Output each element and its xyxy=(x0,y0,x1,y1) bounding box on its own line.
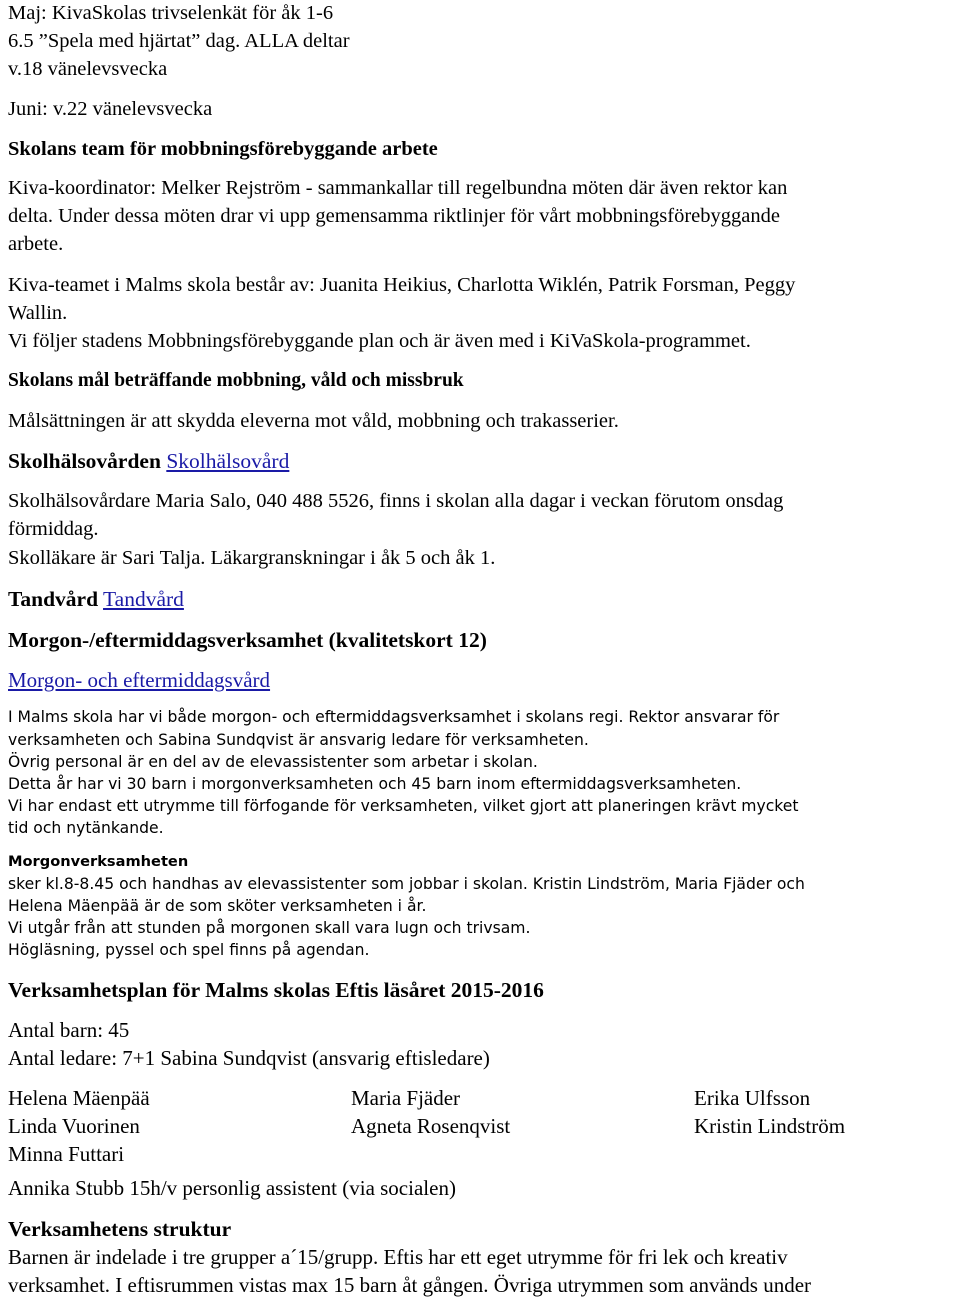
calendar-june: Juni: v.22 vänelevsvecka xyxy=(8,98,213,120)
afternoon-text-line: I Malms skola har vi både morgon- och eftermiddagsverksamhet i skolans regi. Rektor ansvarar för xyxy=(8,708,780,726)
team-paragraph-line: Kiva-koordinator: Melker Rejström - sammankallar till regelbundna möten där även rektor kan xyxy=(8,177,788,199)
staff-name: Erika Ulfsson xyxy=(694,1086,811,1110)
staff-table xyxy=(0,1085,960,1175)
staff-row xyxy=(0,1113,960,1141)
afternoon-text-line: tid och nytänkande. xyxy=(8,819,164,837)
staff-name: Minna Futtari xyxy=(8,1142,125,1166)
goal-text: Målsättningen är att skydda eleverna mot våld, mobbning och trakasserier. xyxy=(8,410,619,432)
staff-row xyxy=(0,1085,960,1113)
kiva-team-line: Kiva-teamet i Malms skola består av: Juanita Heikius, Charlotta Wiklén, Patrik Forsman, Peggy xyxy=(8,274,796,296)
dental-heading-row xyxy=(8,586,184,612)
afternoon-text-line: Vi har endast ett utrymme till förfogande för verksamheten, vilket gjort att planeringen krävt mycket xyxy=(8,797,799,815)
staff-row xyxy=(0,1141,960,1169)
afternoon-heading: Morgon-/eftermiddagsverksamhet (kvalitetskort 12) xyxy=(8,628,487,652)
plan-assistant: Annika Stubb 15h/v personlig assistent (via socialen) xyxy=(8,1176,456,1200)
staff-name: Helena Mäenpää xyxy=(8,1086,150,1110)
calendar-may-6-5: 6.5 ”Spela med hjärtat” dag. ALLA deltar xyxy=(8,30,350,52)
team-heading: Skolans team för mobbningsförebyggande arbete xyxy=(8,138,438,160)
team-paragraph-line: arbete. xyxy=(8,233,64,255)
health-link[interactable]: Skolhälsovård xyxy=(166,449,290,473)
morning-text-line: Helena Mäenpää är de som sköter verksamheten i år. xyxy=(8,897,427,915)
structure-heading: Verksamhetens struktur xyxy=(8,1217,232,1241)
staff-name: Linda Vuorinen xyxy=(8,1114,140,1138)
dental-heading: Tandvård xyxy=(8,587,99,611)
staff-name: Kristin Lindström xyxy=(694,1114,846,1138)
team-paragraph-line: delta. Under dessa möten drar vi upp gemensamma riktlinjer för vårt mobbningsförebyggande xyxy=(8,205,780,227)
kiva-program-line: Vi följer stadens Mobbningsförebyggande plan och är även med i KiVaSkola-programmet. xyxy=(8,330,751,352)
afternoon-text-line: verksamheten och Sabina Sundqvist är ansvarig ledare för verksamheten. xyxy=(8,731,589,749)
staff-name: Agneta Rosenqvist xyxy=(351,1114,511,1138)
health-nurse-line: Skolhälsovårdare Maria Salo, 040 488 5526, finns i skolan alla dagar i veckan förutom onsdag xyxy=(8,490,784,512)
morning-heading: Morgonverksamheten xyxy=(8,853,189,870)
structure-text-line: verksamhet. I eftisrummen vistas max 15 barn åt gången. Övriga utrymmen som används under xyxy=(8,1273,812,1297)
afternoon-link[interactable]: Morgon- och eftermiddagsvård xyxy=(8,668,271,692)
morning-text-line: Vi utgår från att stunden på morgonen skall vara lugn och trivsam. xyxy=(8,919,531,937)
afternoon-text-line: Detta år har vi 30 barn i morgonverksamheten och 45 barn inom eftermiddagsverksamheten. xyxy=(8,775,742,793)
plan-heading: Verksamhetsplan för Malms skolas Eftis läsåret 2015-2016 xyxy=(8,978,544,1002)
afternoon-link-row xyxy=(8,667,270,693)
morning-text-line: Högläsning, pyssel och spel finns på agendan. xyxy=(8,941,370,959)
health-heading: Skolhälsovården xyxy=(8,449,161,473)
goal-heading: Skolans mål beträffande mobbning, våld och missbruk xyxy=(8,370,464,391)
afternoon-text-line: Övrig personal är en del av de elevassistenter som arbetar i skolan. xyxy=(8,753,538,771)
health-heading-row xyxy=(8,448,289,474)
calendar-may: Maj: KivaSkolas trivselenkät för åk 1-6 xyxy=(8,2,334,24)
plan-leaders: Antal ledare: 7+1 Sabina Sundqvist (ansvarig eftisledare) xyxy=(8,1046,490,1070)
structure-text-line: Barnen är indelade i tre grupper a´15/grupp. Eftis har ett eget utrymme för fri lek och kreativ xyxy=(8,1245,788,1269)
dental-link[interactable]: Tandvård xyxy=(103,587,184,611)
health-nurse-line: förmiddag. xyxy=(8,518,99,540)
plan-children: Antal barn: 45 xyxy=(8,1018,130,1042)
staff-name: Maria Fjäder xyxy=(351,1086,461,1110)
calendar-week-18: v.18 vänelevsvecka xyxy=(8,58,168,80)
morning-text-line: sker kl.8-8.45 och handhas av elevassistenter som jobbar i skolan. Kristin Lindström, Maria Fjäder och xyxy=(8,875,805,893)
kiva-team-line: Wallin. xyxy=(8,302,68,324)
health-doctor-line: Skolläkare är Sari Talja. Läkargranskningar i åk 5 och åk 1. xyxy=(8,547,496,569)
